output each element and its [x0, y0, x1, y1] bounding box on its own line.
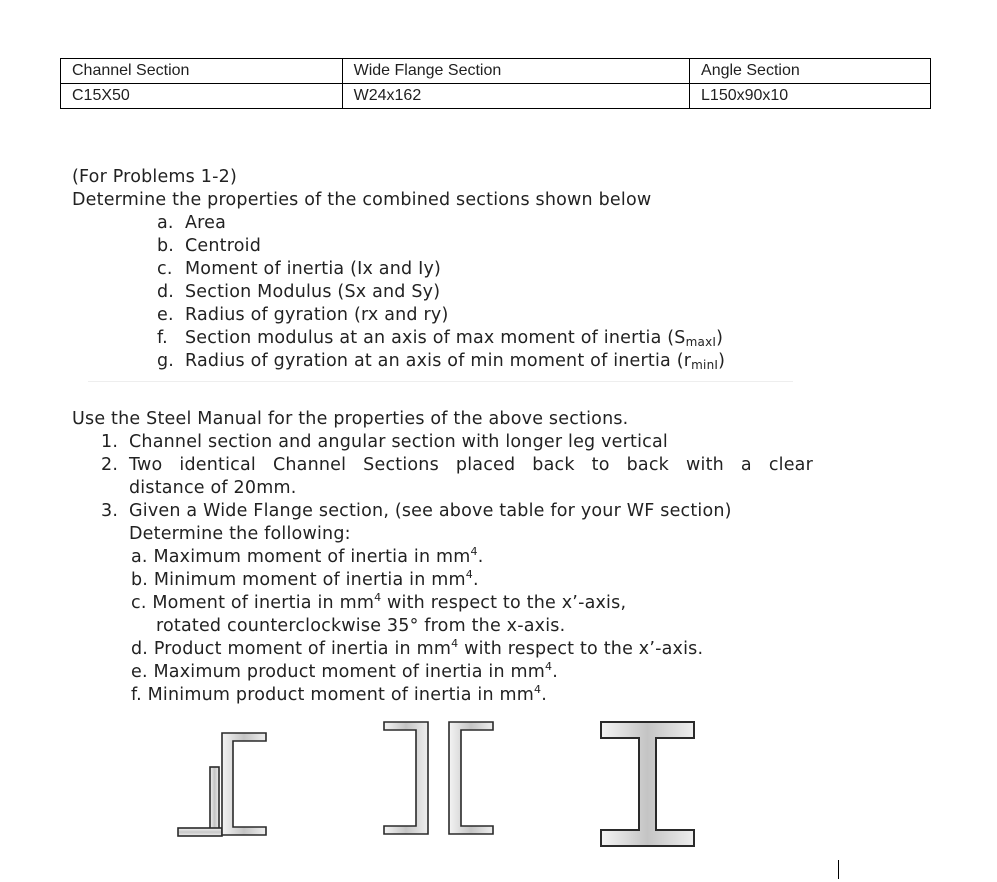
left-channel [384, 722, 428, 834]
problem-text: Channel section and angular section with longer leg vertical [129, 432, 668, 452]
subitem-text: Maximum product moment of inertia in mm [153, 662, 546, 682]
header-angle: Angle Section [690, 59, 931, 84]
item-label: f. [157, 328, 168, 348]
text-cursor [838, 860, 839, 879]
subitem-text: Maximum moment of inertia in mm [153, 547, 471, 567]
item-text: Section modulus at an axis of max moment of inertia (S [185, 328, 686, 348]
header-channel: Channel Section [61, 59, 343, 84]
subitem-label: c. [131, 593, 147, 613]
subitem-text-end: . [477, 547, 484, 567]
item-label: c. [157, 259, 173, 279]
problem-text: Two identical Channel Sections placed back to back with a clear [129, 455, 813, 475]
problem-continuation: distance of 20mm. [129, 478, 297, 498]
superscript: 4 [451, 637, 459, 650]
superscript: 4 [545, 660, 553, 673]
item-text: Section Modulus (Sx and Sy) [185, 282, 441, 302]
item-label: b. [157, 236, 175, 256]
cell-channel: C15X50 [61, 84, 343, 109]
subitem-text-end: . [552, 662, 558, 682]
problem-text: Given a Wide Flange section, (see above table for your WF section) [129, 501, 732, 521]
item-text: Centroid [185, 236, 262, 256]
superscript: 4 [374, 591, 382, 604]
channel-section [222, 733, 266, 835]
subitem-continuation: rotated counterclockwise 35° from the x-axis. [156, 616, 566, 636]
item-label: e. [157, 305, 174, 325]
subscript: maxI [685, 335, 717, 349]
superscript: 4 [470, 545, 478, 558]
problem-number: 2. [101, 455, 119, 475]
subitem-label: b. [131, 570, 149, 590]
cell-wide-flange: W24x162 [342, 84, 689, 109]
subitem-text-end: . [472, 570, 479, 590]
item-text: Area [185, 213, 227, 233]
item-text: Radius of gyration at an axis of min moment of inertia (r [185, 351, 692, 371]
subitem-text: Minimum product moment of inertia in mm [147, 685, 535, 705]
channel-and-angle-figure [178, 733, 266, 836]
item-text-end: ) [718, 351, 726, 371]
subitem-label: e. [131, 662, 148, 682]
item-text-end: ) [716, 328, 724, 348]
item-text: Radius of gyration (rx and ry) [185, 305, 449, 325]
item-label: d. [157, 282, 175, 302]
angle-vertical-leg [210, 767, 219, 829]
problems-intro: (For Problems 1-2) [72, 167, 237, 187]
right-channel [449, 722, 493, 834]
item-label: a. [157, 213, 174, 233]
subitem-label: d. [131, 639, 149, 659]
header-wide-flange: Wide Flange Section [342, 59, 689, 84]
subscript: minI [691, 358, 719, 372]
problems-instruction: Determine the properties of the combined sections shown below [72, 190, 652, 210]
item-text: Moment of inertia (Ix and Iy) [185, 259, 442, 279]
item-label: g. [157, 351, 175, 371]
back-to-back-channels-figure [384, 722, 493, 834]
subitem-text-end: with respect to the x’-axis, [381, 593, 627, 613]
subitem-text-end: . [541, 685, 547, 705]
subitem-text-end: with respect to the x’-axis. [458, 639, 704, 659]
problem-continuation: Determine the following: [129, 524, 351, 544]
subitem-text: Minimum moment of inertia in mm [153, 570, 466, 590]
subitem-label: f. [131, 685, 142, 705]
wide-flange-figure [601, 722, 694, 846]
superscript: 4 [534, 683, 542, 696]
subitem-text: Moment of inertia in mm [152, 593, 375, 613]
problem-number: 3. [101, 501, 119, 521]
problem-number: 1. [101, 432, 119, 452]
subitem-label: a. [131, 547, 148, 567]
subitem-text: Product moment of inertia in mm [153, 639, 452, 659]
angle-horizontal-leg [178, 828, 222, 836]
superscript: 4 [465, 568, 473, 581]
wide-flange-section [601, 722, 694, 846]
cell-angle: L150x90x10 [690, 84, 931, 109]
steel-manual-note: Use the Steel Manual for the properties of the above sections. [72, 409, 629, 429]
